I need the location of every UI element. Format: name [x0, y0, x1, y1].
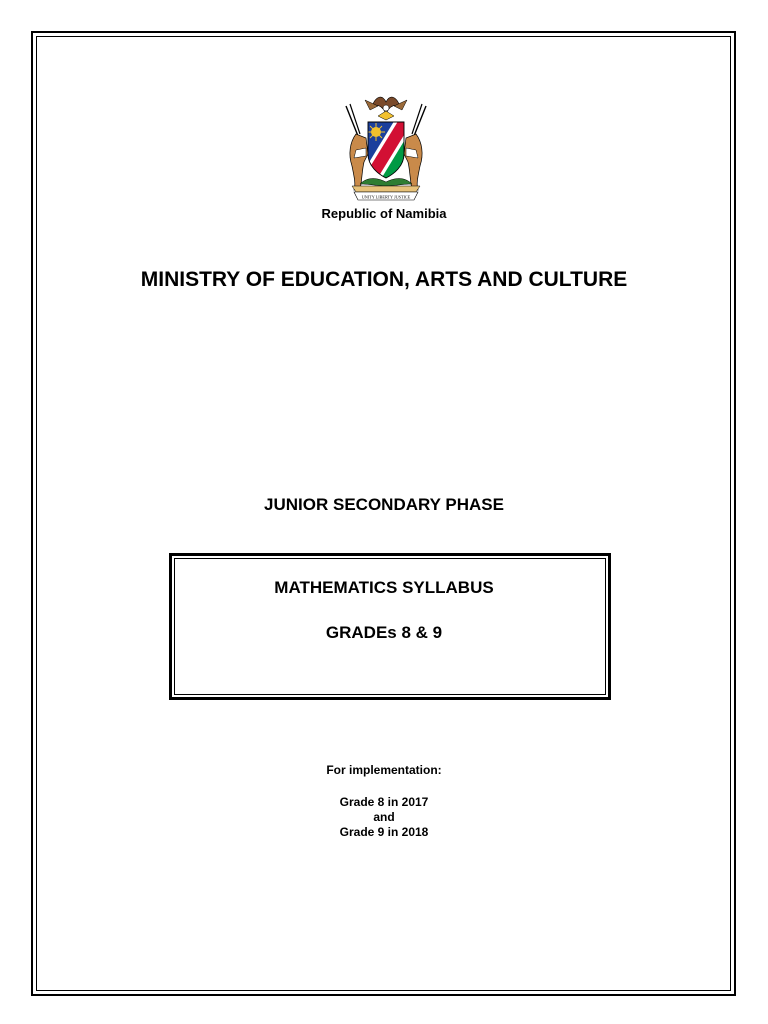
implementation-label: For implementation: [326, 763, 442, 777]
implementation-line: Grade 9 in 2018 [339, 825, 429, 839]
ministry-title: MINISTRY OF EDUCATION, ARTS AND CULTURE [140, 268, 628, 291]
implementation-line: and [373, 810, 395, 824]
implementation-line: Grade 8 in 2017 [339, 795, 429, 809]
emblem-motto-text: UNITY LIBERTY JUSTICE [361, 194, 411, 200]
syllabus-subject: MATHEMATICS SYLLABUS [274, 578, 494, 597]
country-name: Republic of Namibia [321, 206, 447, 221]
phase-heading: JUNIOR SECONDARY PHASE [264, 495, 504, 514]
syllabus-grades: GRADEs 8 & 9 [325, 623, 443, 642]
coat-of-arms-icon [332, 92, 440, 204]
